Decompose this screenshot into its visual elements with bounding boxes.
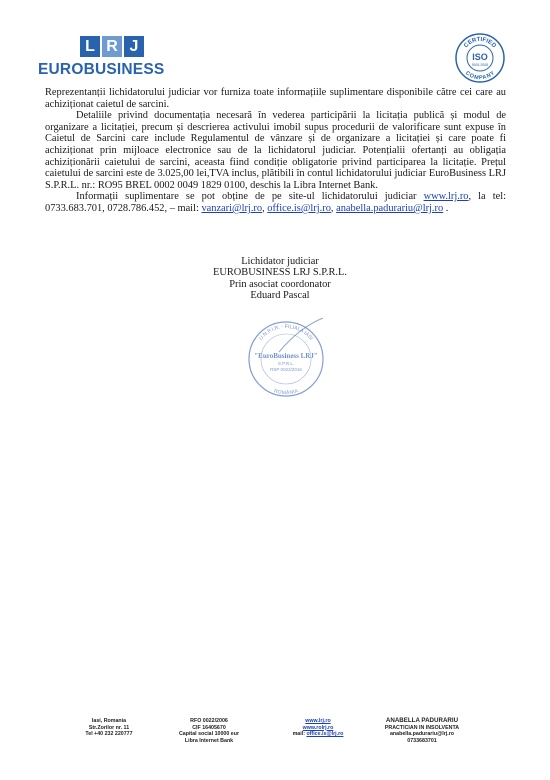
website-link[interactable]: www.lrj.ro — [423, 191, 469, 203]
logo-letter-r: R — [102, 36, 122, 57]
footer-mail-line — [278, 731, 358, 738]
footer-city: Iasi, Romania — [91, 718, 127, 724]
contact-phones: , la tel: 0733.683.701, 0728.786.452, – mail: — [45, 191, 506, 214]
email-link-office[interactable]: office.is@lrj.ro — [267, 202, 331, 214]
footer-bank: Libra Internet Bank — [184, 737, 234, 744]
footer-cif: CIF 16405670 — [192, 724, 226, 731]
document-body — [45, 87, 506, 215]
footer-practitioner-title: PRACTICIAN IN INSOLVENTA — [384, 724, 460, 731]
stamp-center-text: "EuroBusiness LRJ" — [254, 352, 318, 360]
signature-company: EUROBUSINESS LRJ S.P.R.L. — [213, 267, 347, 279]
footer-phone: Tel +40 232 220777 — [85, 731, 133, 738]
footer-address — [70, 718, 148, 738]
eurobusiness-logo — [38, 36, 178, 82]
contact-end: . — [443, 202, 449, 214]
email-separator-1: , — [262, 202, 268, 214]
logo-letter-boxes — [80, 36, 144, 57]
footer-practitioner — [372, 718, 472, 744]
logo-letter-j: J — [124, 36, 144, 57]
paragraph-representatives: Reprezentanții lichidatorului judiciar vor furniza toate informațiile suplimentare disponibile către cei care au achiziționat caietul de sarcini. — [45, 87, 506, 110]
company-stamp — [245, 318, 327, 400]
seal-iso-text: ISO — [472, 52, 488, 62]
footer-mail-link[interactable]: office.is@lrj.ro — [306, 731, 344, 738]
signature-title: Prin asociat coordonator — [229, 278, 331, 290]
footer-mail-label: mail: — [292, 731, 307, 738]
iso-certified-seal — [455, 33, 505, 83]
signature-role: Lichidator judiciar — [241, 256, 319, 267]
stamp-top-text: U.N.P.I.R. - FILIALA IASI — [258, 323, 314, 342]
footer-street: Str.Zorilor nr. 11 — [88, 724, 130, 731]
paragraph-contact — [45, 191, 506, 214]
contact-prefix: Informații suplimentare se pot obține de pe site-ul lichidatorului judiciar — [76, 191, 424, 203]
email-link-anabella[interactable]: anabella.padurariu@lrj.ro — [336, 202, 444, 214]
footer-practitioner-phone: 0733683701 — [407, 737, 437, 744]
signature-stroke — [279, 318, 323, 352]
signature-name: Eduard Pascal — [250, 289, 310, 301]
email-separator-2: , — [330, 202, 337, 214]
footer-registration — [170, 718, 248, 744]
seal-number-text: 9001:2008 — [471, 63, 489, 67]
paragraph-details: Detaliile privind documentația necesară în vederea participării la licitația publică și modul de organizare a licitației, precum și descrierea activului imobil supus procedurii de valorificare sunt expuse în Caietul de Sarcini care include Regulamentul de vânzare și de organizare a licitației și care poate fi achiziționat prin mijloace electronice sau de la lichidatorul judiciar. Potențialii ofertanți au obligația achiziționării caietului de sarcini, aceasta fiind condiție obligatorie privind participarea la licitație. Prețul caietului de sarcini este de 3.025,00 lei,TVA inclus, plătibili în contul lichidatorului judiciar EuroBusiness LRJ S.P.R.L. nr.: RO95 BREL 0002 0049 1829 0100, deschis la Libra Internet Bank. — [45, 110, 506, 191]
footer-practitioner-name: ANABELLA PADURARIU — [385, 717, 459, 724]
footer-practitioner-email: anabella.padurariu@lrj.ro — [389, 731, 455, 738]
stamp-middle-text: S.P.R.L. — [277, 361, 295, 366]
signature-block — [200, 256, 360, 301]
footer-capital: Capital social 10000 eur — [178, 731, 240, 738]
stamp-bottom-text: ROMÂNIA — [272, 388, 300, 397]
seal-top-text: CERTIFIED — [463, 36, 497, 50]
logo-letter-l: L — [80, 36, 100, 57]
footer-website-link[interactable]: www.lrj.ro — [305, 718, 331, 724]
seal-bottom-text: COMPANY — [464, 70, 496, 82]
footer-web — [278, 718, 358, 738]
footer-website-link-2[interactable]: www.rolrj.ro — [302, 724, 334, 731]
logo-name: EUROBUSINESS — [38, 61, 165, 78]
footer-rfo: RFO 0022/2006 — [190, 718, 228, 724]
email-link-vanzari[interactable]: vanzari@lrj.ro — [201, 202, 263, 214]
stamp-rsp-text: RSP 0022/2016 — [270, 367, 302, 372]
